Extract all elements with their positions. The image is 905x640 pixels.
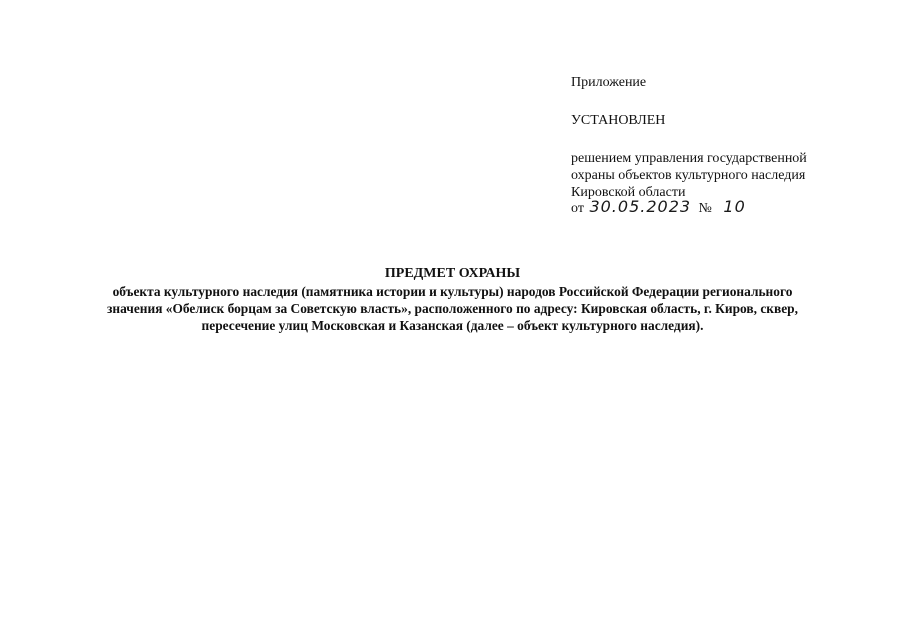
handwritten-date: 30.05.2023 <box>589 197 692 216</box>
subject-line-1: объекта культурного наследия (памятника истории и культуры) народов Российской Федерации регионального <box>112 284 793 299</box>
date-number-line <box>571 198 746 217</box>
issuer-line-2: охраны объектов культурного наследия <box>571 168 806 183</box>
handwritten-number: 10 <box>723 197 746 216</box>
issuer-text <box>571 150 861 201</box>
issuer-line-1: решением управления государственной <box>571 151 807 166</box>
appendix-label: Приложение <box>571 75 647 90</box>
subject-title: ПРЕДМЕТ ОХРАНЫ <box>384 266 521 281</box>
subject-line-2: значения «Обелиск борцам за Советскую власть», расположенного по адресу: Кировская область, г. Киров, сквер, <box>107 301 798 316</box>
date-prefix: от <box>571 201 584 216</box>
issuer-line-3: Кировской области <box>571 185 686 200</box>
number-sign: № <box>698 201 712 216</box>
subject-line-3: пересечение улиц Московская и Казанская (далее – объект культурного наследия). <box>201 318 704 333</box>
approved-label: УСТАНОВЛЕН <box>571 113 666 128</box>
subject-heading <box>20 265 885 334</box>
